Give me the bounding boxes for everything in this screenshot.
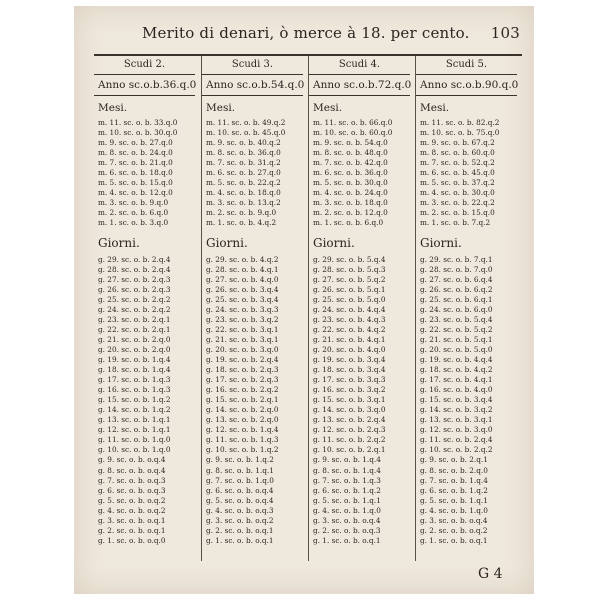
months-list [202, 118, 303, 229]
table-row: g. 22. sc. o. b. 4.q.2 [313, 324, 386, 334]
table-row: m. 3. sc. o. b. 22.q.2 [420, 198, 495, 208]
table-row: g. 23. sc. o. b. 5.q.4 [420, 314, 493, 324]
table-row: m. 1. sc. o. b. 3.q.0 [98, 218, 169, 228]
table-column [308, 56, 410, 561]
table-row: g. 19. sc. o. b. 3.q.4 [313, 354, 386, 364]
table-row: g. 4. sc. o. b. o.q.3 [206, 505, 274, 515]
interest-table [94, 56, 522, 566]
signature-mark: G 4 [478, 566, 503, 582]
table-row: g. 15. sc. o. b. 3.q.4 [420, 395, 493, 405]
table-row: g. 4. sc. o. b. 1.q.0 [313, 505, 381, 515]
table-row: g. 18. sc. o. b. 2.q.3 [206, 365, 279, 375]
column-header: Scudi 2. [94, 56, 195, 75]
table-row: m. 3. sc. o. b. 18.q.0 [313, 198, 388, 208]
table-row: g. 20. sc. o. b. 2.q.0 [98, 344, 171, 354]
table-row: m. 3. sc. o. b. 9.q.0 [98, 198, 169, 208]
table-row: g. 9. sc. o. b. 2.q.1 [420, 455, 488, 465]
table-row: g. 13. sc. o. b. 3.q.1 [420, 415, 493, 425]
table-row: m. 1. sc. o. b. 7.q.2 [420, 218, 491, 228]
table-row: m. 9. sc. o. b. 27.q.0 [98, 138, 173, 148]
table-row: g. 27. sc. o. b. 5.q.2 [313, 274, 386, 284]
table-row: g. 16. sc. o. b. 1.q.3 [98, 385, 171, 395]
table-row: g. 8. sc. o. b. o.q.4 [98, 465, 166, 475]
table-row: g. 2. sc. o. b. o.q.2 [420, 525, 488, 535]
table-row: g. 7. sc. o. b. 1.q.4 [420, 475, 488, 485]
table-row: m. 6. sc. o. b. 27.q.0 [206, 168, 281, 178]
table-row: g. 26. sc. o. b. 5.q.1 [313, 284, 386, 294]
table-row: g. 11. sc. o. b. 1.q.0 [98, 435, 171, 445]
table-row: m. 11. sc. o. b. 82.q.2 [420, 118, 500, 127]
table-row: g. 23. sc. o. b. 2.q.1 [98, 314, 171, 324]
table-row: g. 16. sc. o. b. 3.q.2 [313, 385, 386, 395]
column-header: Scudi 4. [309, 56, 410, 75]
table-row: g. 1. sc. o. b. o.q.1 [420, 535, 488, 545]
table-row: m. 2. sc. o. b. 9.q.0 [206, 208, 277, 218]
column-header: Scudi 5. [416, 56, 517, 75]
table-row: m. 2. sc. o. b. 6.q.0 [98, 208, 169, 218]
table-row: g. 12. sc. o. b. 3.q.0 [420, 425, 493, 435]
table-row: g. 28. sc. o. b. 4.q.1 [206, 264, 279, 274]
table-row: g. 29. sc. o. b. 5.q.4 [313, 254, 386, 264]
table-row: g. 2. sc. o. b. o.q.1 [206, 525, 274, 535]
table-row: g. 23. sc. o. b. 4.q.3 [313, 314, 386, 324]
table-row: m. 2. sc. o. b. 12.q.0 [313, 208, 388, 218]
section-label-giorni: Giorni. [313, 235, 355, 250]
table-row: m. 10. sc. o. b. 45.q.0 [206, 128, 286, 138]
table-row: m. 7. sc. o. b. 31.q.2 [206, 158, 281, 168]
table-row: g. 10. sc. o. b. 1.q.2 [206, 445, 279, 455]
table-row: g. 14. sc. o. b. 3.q.2 [420, 405, 493, 415]
table-row: m. 4. sc. o. b. 12.q.0 [98, 188, 173, 198]
table-row: g. 11. sc. o. b. 2.q.4 [420, 435, 493, 445]
table-row: m. 4. sc. o. b. 18.q.0 [206, 188, 281, 198]
table-row: g. 21. sc. o. b. 3.q.1 [206, 334, 279, 344]
table-row: g. 25. sc. o. b. 5.q.0 [313, 294, 386, 304]
table-row: g. 9. sc. o. b. 1.q.2 [206, 455, 274, 465]
year-row: Anno sc.o.b.72.q.0 [309, 75, 410, 96]
table-row: m. 4. sc. o. b. 24.q.0 [313, 188, 388, 198]
months-list [416, 118, 517, 229]
table-row: g. 24. sc. o. b. 4.q.4 [313, 304, 386, 314]
table-row: m. 3. sc. o. b. 13.q.2 [206, 198, 281, 208]
table-row: g. 17. sc. o. b. 1.q.3 [98, 375, 171, 385]
days-list [202, 255, 303, 546]
page-title: Merito di denari, ò merce à 18. per cento. [142, 24, 470, 42]
table-row: g. 24. sc. o. b. 6.q.0 [420, 304, 493, 314]
table-row: g. 23. sc. o. b. 3.q.2 [206, 314, 279, 324]
table-row: g. 10. sc. o. b. 2.q.1 [313, 445, 386, 455]
table-row: g. 6. sc. o. b. o.q.3 [98, 485, 166, 495]
table-row: m. 9. sc. o. b. 67.q.2 [420, 138, 495, 148]
table-row: g. 17. sc. o. b. 4.q.1 [420, 375, 493, 385]
table-row: g. 13. sc. o. b. 1.q.1 [98, 415, 171, 425]
table-row: m. 6. sc. o. b. 18.q.0 [98, 168, 173, 178]
days-list [94, 255, 195, 546]
table-row: g. 5. sc. o. b. o.q.4 [206, 495, 274, 505]
table-row: g. 7. sc. o. b. o.q.3 [98, 475, 166, 485]
section-label-giorni: Giorni. [98, 235, 140, 250]
table-row: g. 6. sc. o. b. o.q.4 [206, 485, 274, 495]
table-row: g. 15. sc. o. b. 3.q.1 [313, 395, 386, 405]
table-row: g. 4. sc. o. b. 1.q.0 [420, 505, 488, 515]
table-row: g. 13. sc. o. b. 2.q.4 [313, 415, 386, 425]
table-row: g. 18. sc. o. b. 1.q.4 [98, 365, 171, 375]
table-row: m. 2. sc. o. b. 15.q.0 [420, 208, 495, 218]
table-row: g. 13. sc. o. b. 2.q.0 [206, 415, 279, 425]
table-row: g. 26. sc. o. b. 2.q.3 [98, 284, 171, 294]
table-row: m. 11. sc. o. b. 49.q.2 [206, 118, 286, 127]
table-row: g. 14. sc. o. b. 3.q.0 [313, 405, 386, 415]
months-list [309, 118, 410, 229]
book-page [74, 6, 534, 594]
table-row: g. 12. sc. o. b. 2.q.3 [313, 425, 386, 435]
table-row: g. 8. sc. o. b. 1.q.4 [313, 465, 381, 475]
section-label-giorni: Giorni. [420, 235, 462, 250]
table-row: m. 7. sc. o. b. 21.q.0 [98, 158, 173, 168]
table-row: m. 1. sc. o. b. 6.q.0 [313, 218, 384, 228]
table-row: g. 27. sc. o. b. 4.q.0 [206, 274, 279, 284]
table-row: g. 24. sc. o. b. 3.q.3 [206, 304, 279, 314]
table-row: m. 5. sc. o. b. 30.q.0 [313, 178, 388, 188]
table-row: g. 20. sc. o. b. 3.q.0 [206, 344, 279, 354]
table-row: g. 1. sc. o. b. o.q.0 [98, 535, 166, 545]
table-row: g. 21. sc. o. b. 2.q.0 [98, 334, 171, 344]
table-row: g. 28. sc. o. b. 7.q.0 [420, 264, 493, 274]
table-row: g. 15. sc. o. b. 2.q.1 [206, 395, 279, 405]
table-row: g. 9. sc. o. b. 1.q.4 [313, 455, 381, 465]
table-row: g. 2. sc. o. b. o.q.3 [313, 525, 381, 535]
table-row: g. 27. sc. o. b. 2.q.3 [98, 274, 171, 284]
table-row: g. 16. sc. o. b. 2.q.2 [206, 385, 279, 395]
section-label-mesi: Mesi. [420, 102, 450, 114]
table-row: g. 22. sc. o. b. 2.q.1 [98, 324, 171, 334]
table-row: m. 5. sc. o. b. 22.q.2 [206, 178, 281, 188]
table-row: m. 1. sc. o. b. 4.q.2 [206, 218, 277, 228]
table-row: m. 8. sc. o. b. 24.q.0 [98, 148, 173, 158]
table-row: g. 3. sc. o. b. o.q.1 [98, 515, 166, 525]
table-row: m. 4. sc. o. b. 30.q.0 [420, 188, 495, 198]
table-row: g. 3. sc. o. b. o.q.2 [206, 515, 274, 525]
table-row: g. 18. sc. o. b. 4.q.2 [420, 365, 493, 375]
table-row: m. 10. sc. o. b. 75.q.0 [420, 128, 500, 138]
page-number: 103 [490, 24, 520, 42]
section-label-mesi: Mesi. [98, 102, 128, 114]
table-column [94, 56, 195, 561]
table-row: g. 14. sc. o. b. 2.q.0 [206, 405, 279, 415]
table-row: g. 5. sc. o. b. o.q.2 [98, 495, 166, 505]
table-row: m. 9. sc. o. b. 54.q.0 [313, 138, 388, 148]
table-row: g. 22. sc. o. b. 5.q.2 [420, 324, 493, 334]
table-row: g. 17. sc. o. b. 2.q.3 [206, 375, 279, 385]
table-row: m. 6. sc. o. b. 36.q.0 [313, 168, 388, 178]
table-row: g. 6. sc. o. b. 1.q.2 [313, 485, 381, 495]
running-head [74, 24, 534, 50]
table-row: g. 20. sc. o. b. 5.q.0 [420, 344, 493, 354]
table-row: g. 1. sc. o. b. o.q.1 [313, 535, 381, 545]
column-header: Scudi 3. [202, 56, 303, 75]
table-row: g. 29. sc. o. b. 4.q.2 [206, 254, 279, 264]
table-row: m. 10. sc. o. b. 60.q.0 [313, 128, 393, 138]
year-row: Anno sc.o.b.90.q.0 [416, 75, 517, 96]
months-list [94, 118, 195, 229]
table-row: g. 2. sc. o. b. o.q.1 [98, 525, 166, 535]
table-row: m. 8. sc. o. b. 36.q.0 [206, 148, 281, 158]
table-row: m. 6. sc. o. b. 45.q.0 [420, 168, 495, 178]
table-row: g. 21. sc. o. b. 4.q.1 [313, 334, 386, 344]
table-row: g. 20. sc. o. b. 4.q.0 [313, 344, 386, 354]
table-row: g. 19. sc. o. b. 1.q.4 [98, 354, 171, 364]
table-row: m. 9. sc. o. b. 40.q.2 [206, 138, 281, 148]
table-row: g. 24. sc. o. b. 2.q.2 [98, 304, 171, 314]
table-row: m. 7. sc. o. b. 52.q.2 [420, 158, 495, 168]
table-row: g. 12. sc. o. b. 1.q.4 [206, 425, 279, 435]
table-row: g. 19. sc. o. b. 2.q.4 [206, 354, 279, 364]
table-row: g. 15. sc. o. b. 1.q.2 [98, 395, 171, 405]
table-row: g. 3. sc. o. b. o.q.4 [313, 515, 381, 525]
table-row: g. 11. sc. o. b. 1.q.3 [206, 435, 279, 445]
table-row: g. 10. sc. o. b. 1.q.0 [98, 445, 171, 455]
table-row: g. 29. sc. o. b. 2.q.4 [98, 254, 171, 264]
table-row: g. 7. sc. o. b. 1.q.0 [206, 475, 274, 485]
table-column [415, 56, 517, 561]
table-row: g. 6. sc. o. b. 1.q.2 [420, 485, 488, 495]
days-list [309, 255, 410, 546]
table-row: g. 25. sc. o. b. 6.q.1 [420, 294, 493, 304]
table-row: m. 8. sc. o. b. 48.q.0 [313, 148, 388, 158]
table-row: m. 5. sc. o. b. 15.q.0 [98, 178, 173, 188]
table-row: g. 27. sc. o. b. 6.q.4 [420, 274, 493, 284]
table-row: g. 8. sc. o. b. 1.q.1 [206, 465, 274, 475]
section-label-mesi: Mesi. [206, 102, 236, 114]
table-row: m. 10. sc. o. b. 30.q.0 [98, 128, 178, 138]
year-row: Anno sc.o.b.36.q.0 [94, 75, 195, 96]
table-row: g. 25. sc. o. b. 2.q.2 [98, 294, 171, 304]
table-row: g. 14. sc. o. b. 1.q.2 [98, 405, 171, 415]
table-row: g. 16. sc. o. b. 4.q.0 [420, 385, 493, 395]
table-row: g. 17. sc. o. b. 3.q.3 [313, 375, 386, 385]
days-list [416, 255, 517, 546]
table-row: m. 7. sc. o. b. 42.q.0 [313, 158, 388, 168]
table-row: g. 21. sc. o. b. 5.q.1 [420, 334, 493, 344]
table-row: g. 10. sc. o. b. 2.q.2 [420, 445, 493, 455]
table-row: g. 28. sc. o. b. 2.q.4 [98, 264, 171, 274]
table-row: g. 8. sc. o. b. 2.q.0 [420, 465, 488, 475]
table-row: g. 29. sc. o. b. 7.q.1 [420, 254, 493, 264]
table-row: g. 7. sc. o. b. 1.q.3 [313, 475, 381, 485]
table-row: m. 11. sc. o. b. 66.q.0 [313, 118, 393, 127]
section-label-mesi: Mesi. [313, 102, 343, 114]
table-row: g. 4. sc. o. b. o.q.2 [98, 505, 166, 515]
table-row: g. 26. sc. o. b. 6.q.2 [420, 284, 493, 294]
table-column [201, 56, 303, 561]
table-row: m. 8. sc. o. b. 60.q.0 [420, 148, 495, 158]
table-row: g. 1. sc. o. b. o.q.1 [206, 535, 274, 545]
table-row: g. 5. sc. o. b. 1.q.1 [313, 495, 381, 505]
table-row: g. 28. sc. o. b. 5.q.3 [313, 264, 386, 274]
table-row: g. 25. sc. o. b. 3.q.4 [206, 294, 279, 304]
section-label-giorni: Giorni. [206, 235, 248, 250]
table-row: g. 18. sc. o. b. 3.q.4 [313, 365, 386, 375]
table-row: g. 3. sc. o. b. o.q.4 [420, 515, 488, 525]
table-row: g. 11. sc. o. b. 2.q.2 [313, 435, 386, 445]
table-row: g. 12. sc. o. b. 1.q.1 [98, 425, 171, 435]
table-row: g. 5. sc. o. b. 1.q.1 [420, 495, 488, 505]
table-row: g. 26. sc. o. b. 3.q.4 [206, 284, 279, 294]
table-row: m. 5. sc. o. b. 37.q.2 [420, 178, 495, 188]
table-row: g. 22. sc. o. b. 3.q.1 [206, 324, 279, 334]
table-row: g. 19. sc. o. b. 4.q.4 [420, 354, 493, 364]
year-row: Anno sc.o.b.54.q.0 [202, 75, 303, 96]
table-row: g. 9. sc. o. b. o.q.4 [98, 455, 166, 465]
table-row: m. 11. sc. o. b. 33.q.0 [98, 118, 178, 127]
